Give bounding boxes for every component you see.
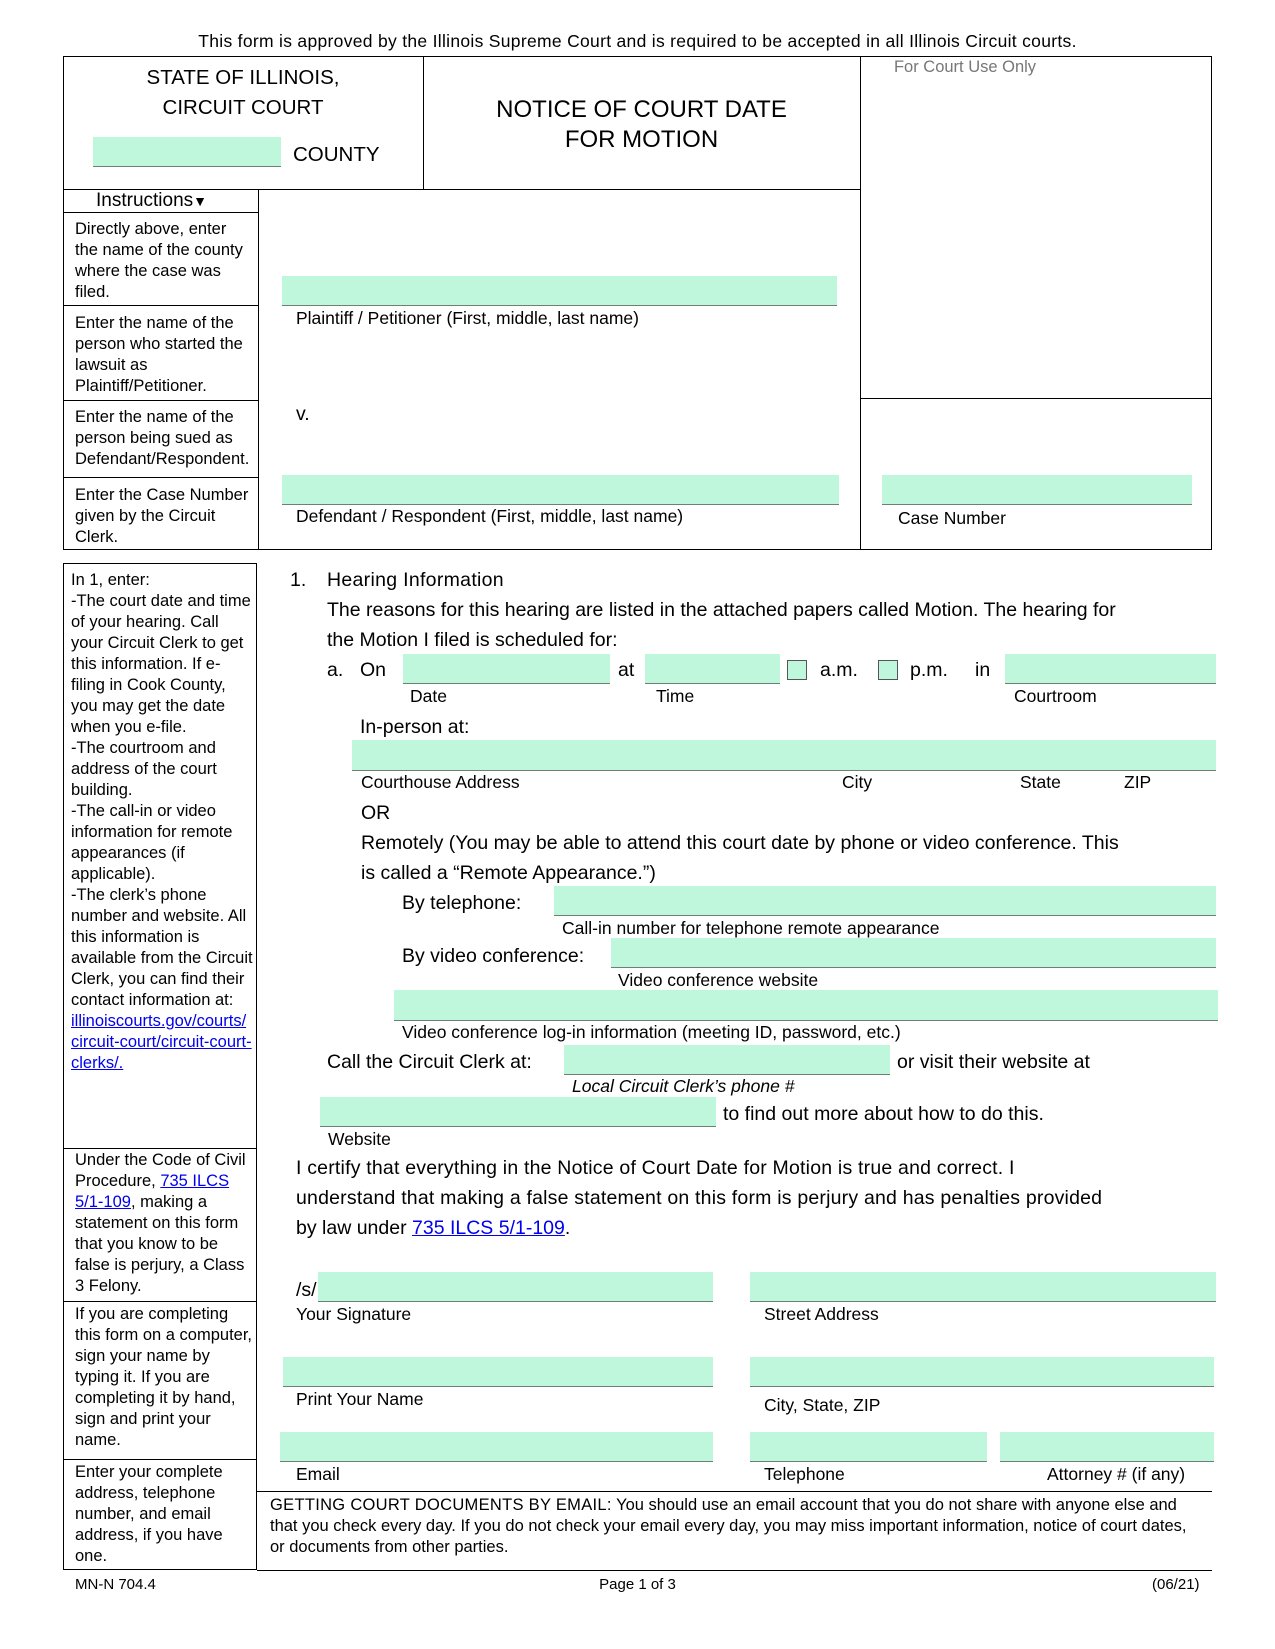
- courtroom-caption: Courtroom: [1014, 686, 1097, 706]
- zip-caption: ZIP: [1124, 772, 1152, 792]
- divider: [257, 1491, 1212, 1492]
- divider: [258, 189, 259, 550]
- form-title-line1: NOTICE OF COURT DATE: [496, 96, 787, 123]
- page-number: Page 1 of 3: [599, 1576, 676, 1593]
- versus-label: v.: [296, 403, 310, 425]
- telephone-input[interactable]: [750, 1432, 987, 1462]
- divider: [63, 477, 259, 478]
- certify-period: .: [564, 1217, 571, 1239]
- am-checkbox[interactable]: [787, 660, 807, 680]
- instr-case: Enter the Case Number given by the Circuit Clerk.: [75, 486, 249, 546]
- city-state-zip-caption: City, State, ZIP: [764, 1395, 881, 1415]
- email-caption: Email: [296, 1464, 340, 1484]
- certify-ilcs-link[interactable]: 735 ILCS 5/1-109: [412, 1217, 565, 1239]
- instructions-heading-text: Instructions: [96, 190, 194, 211]
- phone-caption: Call-in number for telephone remote appearance: [562, 918, 940, 938]
- pm-checkbox[interactable]: [878, 660, 898, 680]
- signature-caption: Your Signature: [296, 1304, 412, 1324]
- instr-sign: If you are completing this form on a computer, sign your name by typing it. If you are completing it by hand, sign and print your name.: [75, 1305, 252, 1449]
- city-caption: City: [842, 772, 873, 792]
- attorney-number-input[interactable]: [1000, 1432, 1214, 1462]
- clerk-phone-caption: Local Circuit Clerk’s phone #: [572, 1076, 795, 1096]
- item-a-label: a.: [327, 659, 344, 681]
- county-label: COUNTY: [293, 143, 380, 166]
- in-person-label: In-person at:: [360, 716, 470, 738]
- revision-date: (06/21): [1152, 1576, 1200, 1593]
- s-prefix: /s/: [296, 1279, 317, 1301]
- clerk-website-input[interactable]: [320, 1097, 716, 1127]
- instr-address: Enter your complete address, telephone number, and email address, if you have one.: [75, 1463, 223, 1565]
- instr-hearing-remote: -The call-in or video information for remote appearances (if applicable).: [71, 802, 233, 883]
- instr-code: [75, 1150, 253, 1297]
- plaintiff-label: Plaintiff / Petitioner (First, middle, last name): [296, 308, 639, 328]
- am-label: a.m.: [820, 659, 858, 681]
- court-use-label: For Court Use Only: [893, 58, 1037, 76]
- phone-remote-input[interactable]: [554, 886, 1216, 916]
- video-caption: Video conference website: [618, 970, 819, 990]
- instr-county: Directly above, enter the name of the county where the case was filed.: [75, 220, 243, 301]
- remote-line1: Remotely (You may be able to attend this court date by phone or video conference. This: [361, 832, 1119, 854]
- courtroom-input[interactable]: [1005, 654, 1216, 684]
- divider: [257, 1570, 1212, 1571]
- divider: [63, 1301, 257, 1302]
- certify-line3: [296, 1217, 570, 1240]
- divider: [860, 398, 1212, 399]
- by-phone-label: By telephone:: [402, 892, 522, 914]
- on-label: On: [360, 659, 387, 681]
- by-video-label: By video conference:: [402, 945, 585, 967]
- at-label: at: [618, 659, 635, 681]
- form-id: MN-N 704.4: [75, 1576, 156, 1593]
- instr-hearing-clerk: -The clerk’s phone number and website. All this information is available from the Circuit Clerk, you can find their contact information at:: [71, 886, 253, 1009]
- certify-line2: understand that making a false statement on this form is perjury and has penalties provided: [296, 1187, 1103, 1209]
- divider: [63, 400, 259, 401]
- instructions-heading: [96, 190, 207, 212]
- date-input[interactable]: [403, 654, 610, 684]
- or-visit-label: or visit their website at: [897, 1051, 1090, 1073]
- certify-line1: I certify that everything in the Notice of Court Date for Motion is true and correct. I: [296, 1157, 1015, 1179]
- call-clerk-label: Call the Circuit Clerk at:: [327, 1051, 532, 1073]
- find-out-label: to find out more about how to do this.: [723, 1103, 1044, 1125]
- login-caption: Video conference log-in information (meeting ID, password, etc.): [402, 1022, 901, 1042]
- defendant-label: Defendant / Respondent (First, middle, last name): [296, 506, 684, 526]
- instr-hearing-courtroom: -The courtroom and address of the court building.: [71, 739, 217, 799]
- state-caption: State: [1020, 772, 1061, 792]
- street-caption: Street Address: [764, 1304, 879, 1324]
- form-title-line2: FOR MOTION: [564, 126, 719, 153]
- state-line: STATE OF ILLINOIS,: [146, 66, 340, 89]
- in-label: in: [975, 659, 991, 681]
- divider: [63, 1148, 257, 1149]
- divider: [63, 1459, 257, 1460]
- email-notice-text: You should use an email account that you do not share with anyone else and that you check every day. If you do not check your email every day, you may miss important information, notice of court dates, or documents from other parties.: [270, 1496, 1187, 1556]
- section-number: 1.: [290, 569, 307, 591]
- instr-code-text-end: , making a statement on this form that you know to be false is perjury, a Class 3 Felony.: [75, 1193, 245, 1295]
- time-input[interactable]: [645, 654, 780, 684]
- hearing-intro-line1: The reasons for this hearing are listed in the attached papers called Motion. The hearing for: [327, 599, 1116, 621]
- street-address-input[interactable]: [750, 1272, 1216, 1302]
- attorney-caption: Attorney # (if any): [1047, 1464, 1186, 1484]
- instr-hearing-intro: In 1, enter:: [71, 571, 150, 589]
- approval-notice: This form is approved by the Illinois Supreme Court and is required to be accepted in all Illinois Circuit courts.: [198, 31, 1077, 51]
- instr-hearing-date: -The court date and time of your hearing. Call your Circuit Clerk to get this information. If e-filing in Cook County, you may get the date when you e-file.: [71, 592, 251, 736]
- clerks-directory-link[interactable]: illinoiscourts.gov/courts/circuit-court/circuit-court-clerks/.: [71, 1012, 252, 1072]
- signature-input[interactable]: [318, 1272, 713, 1302]
- courthouse-address-input[interactable]: [352, 740, 1216, 771]
- instr-hearing: [71, 570, 253, 1074]
- hearing-heading: Hearing Information: [327, 569, 504, 591]
- or-label: OR: [361, 802, 391, 824]
- case-number-label: Case Number: [898, 508, 1006, 528]
- ilcs-link[interactable]: 735 ILCS 5/1-109: [75, 1172, 230, 1211]
- hearing-intro-line2: the Motion I filed is scheduled for:: [327, 629, 618, 651]
- county-input[interactable]: [93, 137, 281, 167]
- time-caption: Time: [656, 686, 695, 706]
- date-caption: Date: [410, 686, 447, 706]
- email-notice-heading: GETTING COURT DOCUMENTS BY EMAIL:: [270, 1496, 612, 1514]
- email-input[interactable]: [280, 1432, 713, 1462]
- email-notice: [270, 1495, 1200, 1558]
- triangle-down-icon: ▼: [193, 193, 208, 209]
- circuit-court-line: CIRCUIT COURT: [162, 96, 324, 119]
- case-number-input[interactable]: [882, 475, 1192, 505]
- video-login-input[interactable]: [394, 990, 1218, 1021]
- remote-line2: is called a “Remote Appearance.”): [361, 862, 656, 884]
- certify-line3-text: by law under: [296, 1217, 407, 1239]
- divider: [63, 305, 259, 306]
- instr-defendant: Enter the name of the person being sued as Defendant/Respondent.: [75, 408, 250, 468]
- instr-code-text: Under the Code of Civil Procedure,: [75, 1151, 246, 1190]
- clerk-phone-input[interactable]: [564, 1045, 890, 1075]
- print-name-caption: Print Your Name: [296, 1389, 424, 1409]
- defendant-input[interactable]: [282, 475, 839, 505]
- pm-label: p.m.: [910, 659, 948, 681]
- website-caption: Website: [328, 1129, 391, 1149]
- plaintiff-input[interactable]: [282, 276, 837, 306]
- video-website-input[interactable]: [611, 938, 1216, 968]
- instr-plaintiff: Enter the name of the person who started the lawsuit as Plaintiff/Petitioner.: [75, 314, 243, 395]
- divider: [860, 56, 861, 550]
- city-state-zip-input[interactable]: [750, 1357, 1214, 1387]
- print-name-input[interactable]: [283, 1357, 713, 1387]
- telephone-caption: Telephone: [764, 1464, 845, 1484]
- courthouse-caption: Courthouse Address: [361, 772, 520, 792]
